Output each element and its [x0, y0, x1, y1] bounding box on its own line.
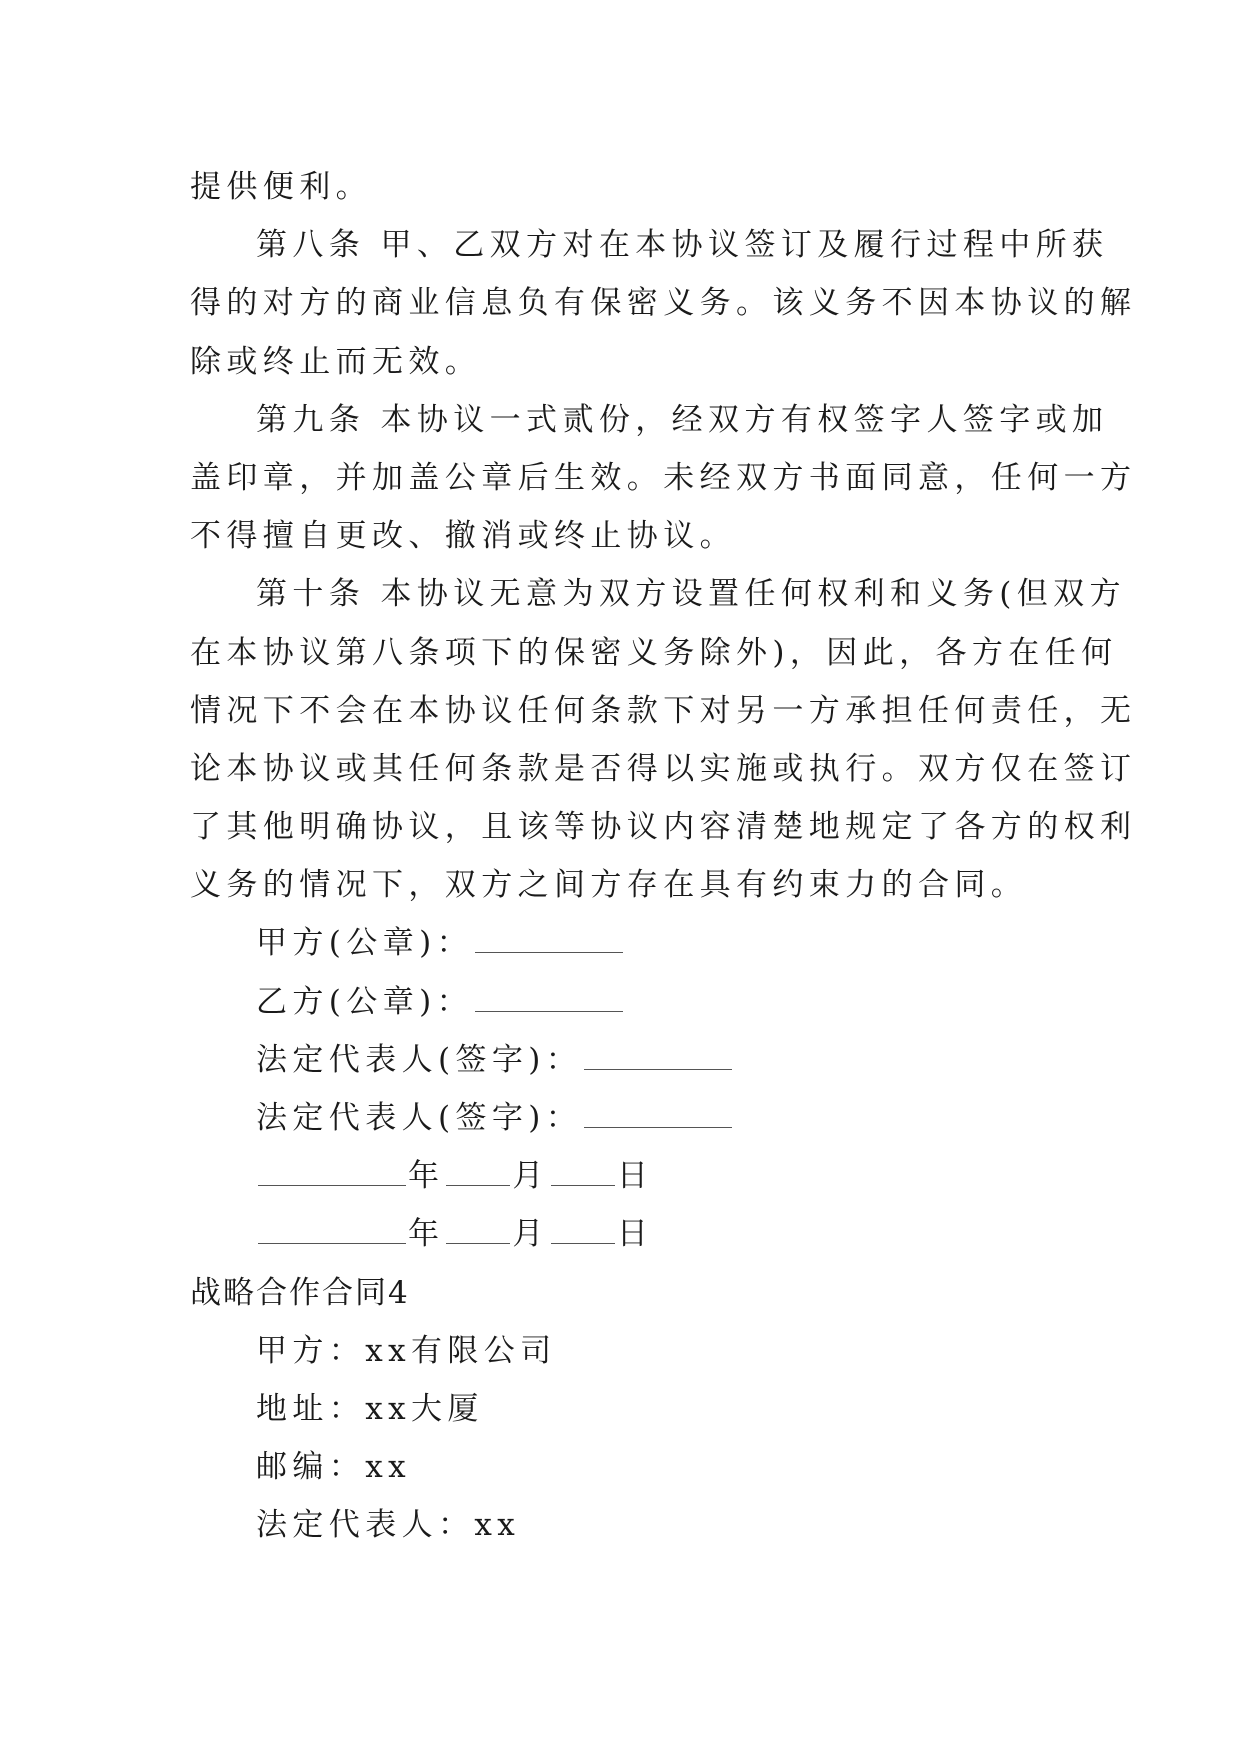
article-10-line: 第十条 本协议无意为双方设置任何权利和义务(但双方: [256, 576, 1126, 613]
postcode-info: 邮编：xx: [256, 1449, 411, 1486]
paragraph-line: 在本协议第八条项下的保密义务除外)，因此，各方在任何: [190, 634, 1118, 671]
month-label: 月: [512, 1216, 549, 1253]
legal-rep-sign-blank: [584, 1047, 732, 1070]
party-a-seal-line: [190, 914, 1052, 972]
day-blank: [551, 1221, 615, 1244]
date-line: [190, 1147, 1052, 1205]
month-label: 月: [512, 1158, 549, 1195]
day-blank: [551, 1163, 615, 1186]
paragraph-line: 不得擅自更改、撤消或终止协议。: [190, 518, 736, 555]
party-a-seal-label: 甲方(公章)：: [256, 925, 473, 962]
party-b-seal-blank: [475, 989, 623, 1012]
year-label: 年: [408, 1158, 445, 1195]
day-label: 日: [616, 1216, 654, 1253]
legal-rep-info: 法定代表人：xx: [256, 1507, 521, 1544]
paragraph-line: 盖印章，并加盖公章后生效。未经双方书面同意，任何一方: [190, 459, 1137, 496]
month-blank: [446, 1163, 510, 1186]
year-label: 年: [408, 1216, 445, 1253]
paragraph-line: 提供便利。: [190, 169, 372, 205]
party-b-seal-label: 乙方(公章)：: [256, 983, 473, 1020]
date-line: [190, 1205, 1052, 1263]
legal-rep-sign-line: [190, 1031, 1052, 1089]
legal-rep-sign-line: [190, 1089, 1052, 1147]
paragraph-line: 义务的情况下，双方之间方存在具有约束力的合同。: [190, 867, 1028, 904]
address-info: 地址：xx大厦: [256, 1390, 484, 1427]
year-blank: [258, 1163, 406, 1186]
legal-rep-sign-label: 法定代表人(签字)：: [256, 1100, 583, 1136]
year-blank: [258, 1221, 406, 1244]
paragraph-line: 了其他明确协议，且该等协议内容清楚地规定了各方的权利: [190, 809, 1137, 846]
section-title: 战略合作合同4: [190, 1274, 410, 1311]
legal-rep-sign-blank: [584, 1105, 732, 1128]
party-b-seal-line: [190, 973, 1052, 1031]
article-8-line: 第八条 甲、乙双方对在本协议签订及履行过程中所获: [256, 227, 1109, 264]
party-a-seal-blank: [475, 930, 623, 953]
paragraph-line: 论本协议或其任何条款是否得以实施或执行。双方仅在签订: [190, 750, 1137, 787]
article-9-line: 第九条 本协议一式贰份，经双方有权签字人签字或加: [256, 401, 1109, 438]
day-label: 日: [616, 1158, 654, 1195]
paragraph-line: 除或终止而无效。: [190, 343, 482, 380]
paragraph-line: 情况下不会在本协议任何条款下对另一方承担任何责任，无: [190, 692, 1137, 729]
paragraph-line: 得的对方的商业信息负有保密义务。该义务不因本协议的解: [190, 285, 1137, 322]
party-a-info: 甲方：xx有限公司: [256, 1332, 557, 1369]
document-page: [190, 158, 1137, 1555]
month-blank: [446, 1221, 510, 1244]
legal-rep-sign-label: 法定代表人(签字)：: [256, 1041, 583, 1078]
